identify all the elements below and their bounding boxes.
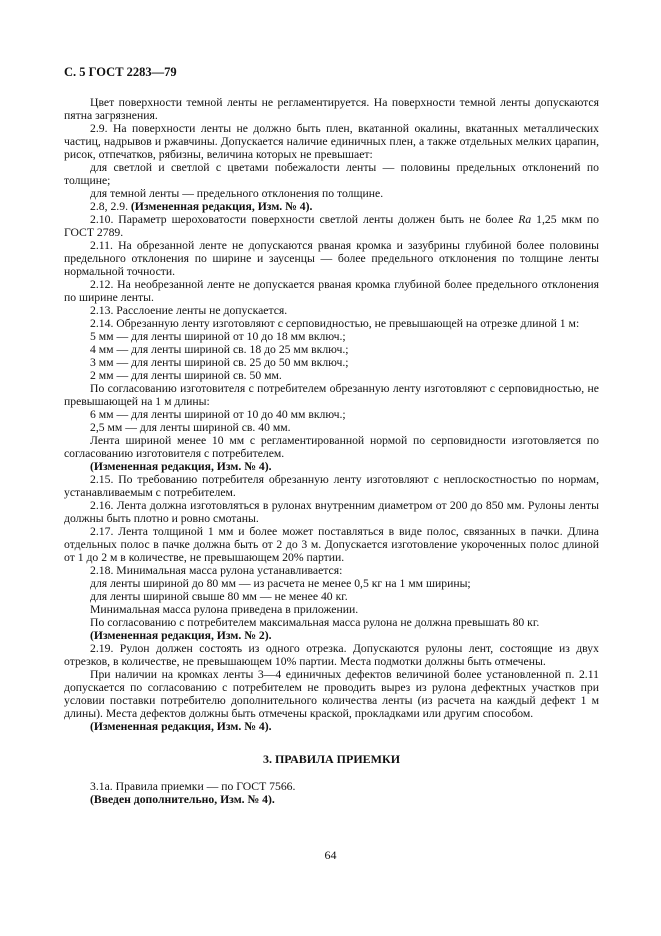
paragraph xyxy=(64,356,599,369)
paragraph xyxy=(64,213,599,239)
text-run: 4 мм — для ленты шириной св. 18 до 25 мм включ.; xyxy=(90,343,349,356)
text-run: 2.16. Лента должна изготовляться в рулонах внутренним диаметром от 200 до 850 мм. Рулоны ленты должны быть плотно и ровно смотаны. xyxy=(64,499,599,525)
text-run: 5 мм — для ленты шириной от 10 до 18 мм включ.; xyxy=(90,330,346,343)
text-run: 2.19. Рулон должен состоять из одного отрезка. Допускаются рулоны лент, состоящие из двух отрезков, в количестве, не превышающем 10% партии. Места подмотки должны быть отмечены. xyxy=(64,642,599,668)
section-3 xyxy=(64,780,599,806)
paragraph xyxy=(64,330,599,343)
paragraph xyxy=(64,577,599,590)
paragraph xyxy=(64,408,599,421)
section-heading: 3. ПРАВИЛА ПРИЕМКИ xyxy=(262,752,401,766)
text-run: 2.18. Минимальная масса рулона устанавливается: xyxy=(90,564,343,577)
text-run: 3.1а. Правила приемки — по ГОСТ 7566. xyxy=(90,780,296,793)
paragraph xyxy=(64,793,599,806)
paragraph xyxy=(64,200,599,213)
paragraph xyxy=(64,525,599,564)
paragraph xyxy=(64,668,599,720)
text-run: Ra xyxy=(518,213,532,226)
page-header: С. 5 ГОСТ 2283—79 xyxy=(64,65,177,79)
text-run: При наличии на кромках ленты 3—4 единичных дефектов величиной более установленной п. 2.11 допускается по согласованию с потребителем не проводить вырез из рулона дефектных участков при условии поставки потребителю дополнительного количества ленты (из расчета на каждый дефект 1 м длины). Места дефектов должны быть отмечены краской, прокладками или другим способом. xyxy=(64,668,599,720)
paragraph xyxy=(64,780,599,793)
text-run: 1,25 мкм по ГОСТ 2789. xyxy=(64,213,599,239)
text-run: для ленты шириной свыше 80 мм — не менее 40 кг. xyxy=(90,590,348,603)
paragraph xyxy=(64,421,599,434)
amendment-note: (Введен дополнительно, Изм. № 4). xyxy=(90,793,275,806)
text-run: 2.17. Лента толщиной 1 мм и более может поставляться в виде полос, связанных в пачки. Длина отдельных полос в пачке должна быть от 2 до 3 м. Допускается изготовление укороченных полос длиной от 1 до 2 м в количестве, не превышающем 20% партии. xyxy=(64,525,599,564)
text-run: для темной ленты — предельного отклонения по толщине. xyxy=(90,187,384,200)
text-run: По согласованию с потребителем максимальная масса рулона не должна превышать 80 кг. xyxy=(90,616,540,629)
paragraph xyxy=(64,720,599,733)
paragraph xyxy=(64,187,599,200)
paragraph xyxy=(64,278,599,304)
text-run: 2.8, 2.9. xyxy=(90,200,131,213)
paragraph xyxy=(64,590,599,603)
paragraph xyxy=(64,616,599,629)
paragraph xyxy=(64,564,599,577)
paragraph xyxy=(64,122,599,161)
amendment-note: (Измененная редакция, Изм. № 4). xyxy=(90,720,272,733)
paragraph xyxy=(64,369,599,382)
amendment-note: (Измененная редакция, Изм. № 4). xyxy=(130,200,313,213)
text-run: По согласованию изготовителя с потребителем обрезанную ленту изготовляют с серповидностью, не превышающей на 1 м длины: xyxy=(64,382,599,408)
text-run: 2,5 мм — для ленты шириной св. 40 мм. xyxy=(90,421,291,434)
paragraph xyxy=(64,239,599,278)
text-run: 2.11. На обрезанной ленте не допускаются рваная кромка и зазубрины глубиной более половины предельного отклонения по ширине и заусенцы — более предельного отклонения по толщине ленты нормальной точности. xyxy=(64,239,599,278)
paragraph xyxy=(64,343,599,356)
text-run: 2.10. Параметр шероховатости поверхности светлой ленты должен быть не более xyxy=(90,213,519,226)
text-run: 2.14. Обрезанную ленту изготовляют с серповидностью, не превышающей на отрезке длиной 1 м: xyxy=(90,317,580,330)
paragraph xyxy=(64,629,599,642)
text-run: Цвет поверхности темной ленты не регламентируется. На поверхности темной ленты допускаются пятна загрязнения. xyxy=(64,96,599,122)
text-run: для светлой и светлой с цветами побежалости ленты — половины предельных отклонений по толщине; xyxy=(64,161,599,187)
paragraph xyxy=(64,642,599,668)
text-run: для ленты шириной до 80 мм — из расчета не менее 0,5 кг на 1 мм ширины; xyxy=(90,577,471,590)
text-run: Лента шириной менее 10 мм с регламентированной нормой по серповидности изготовляется по согласованию изготовителя с потребителем. xyxy=(64,434,599,460)
document-body xyxy=(64,96,599,806)
paragraph xyxy=(64,460,599,473)
paragraph xyxy=(64,317,599,330)
paragraph xyxy=(64,161,599,187)
paragraph xyxy=(64,96,599,122)
page-number: 64 xyxy=(324,848,337,862)
text-run: 2 мм — для ленты шириной св. 50 мм. xyxy=(90,369,282,382)
text-run: 2.15. По требованию потребителя обрезанную ленту изготовляют с неплоскостностью по нормам, устанавливаемым с потребителем. xyxy=(64,473,599,499)
amendment-note: (Измененная редакция, Изм. № 2). xyxy=(90,629,272,642)
paragraph xyxy=(64,499,599,525)
paragraph xyxy=(64,434,599,460)
text-run: 2.13. Расслоение ленты не допускается. xyxy=(90,304,288,317)
paragraph xyxy=(64,304,599,317)
text-run: 2.12. На необрезанной ленте не допускается рваная кромка глубиной более предельного отклонения по ширине ленты. xyxy=(64,278,599,304)
amendment-note: (Измененная редакция, Изм. № 4). xyxy=(90,460,272,473)
text-run: Минимальная масса рулона приведена в приложении. xyxy=(90,603,359,616)
paragraph xyxy=(64,473,599,499)
paragraph xyxy=(64,382,599,408)
text-run: 2.9. На поверхности ленты не должно быть плен, вкатанной окалины, вкатанных металлических частиц, надрывов и ржавчины. Допускается наличие единичных плен, а также отдельных мелких царапин, рисок, отпечатков, рябизны, величина которых не превышает: xyxy=(64,122,599,161)
text-run: 6 мм — для ленты шириной от 10 до 40 мм включ.; xyxy=(90,408,346,421)
paragraph xyxy=(64,603,599,616)
text-run: 3 мм — для ленты шириной св. 25 до 50 мм включ.; xyxy=(90,356,349,369)
section-2-continued xyxy=(64,96,599,733)
